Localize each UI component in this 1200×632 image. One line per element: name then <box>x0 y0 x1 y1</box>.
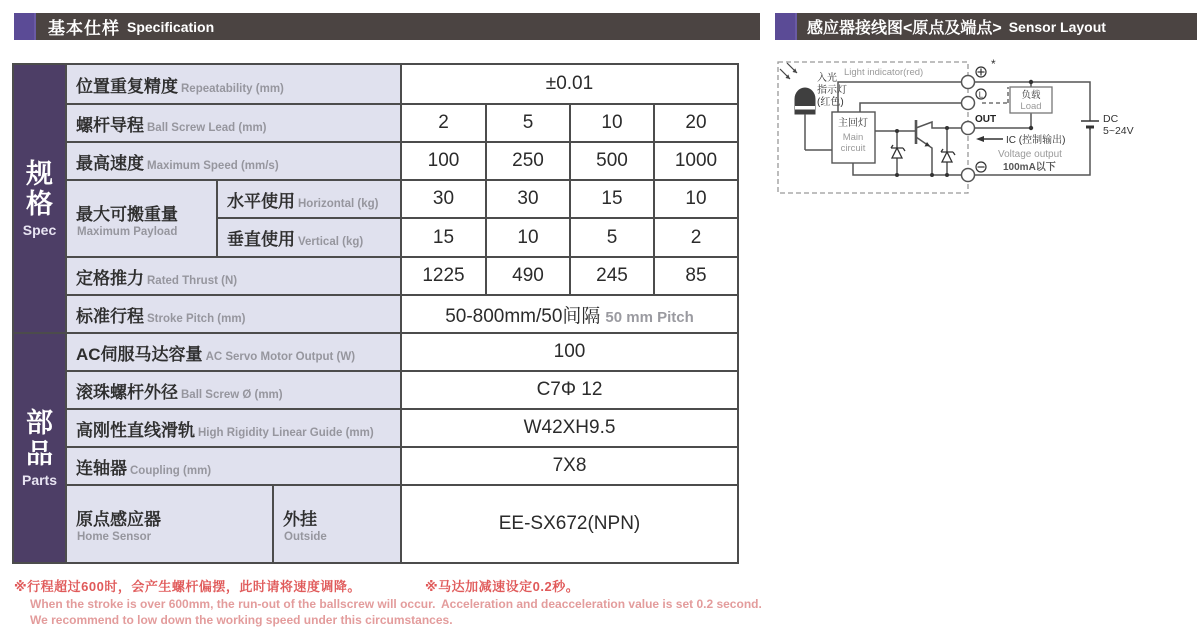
ic-output-label: IC (控制输出) <box>1006 135 1066 146</box>
value-cell: 30 <box>486 180 570 218</box>
value-repeatability: ±0.01 <box>401 64 738 104</box>
section-parts-en: Parts <box>21 471 58 488</box>
section-spec <box>13 64 66 333</box>
value-cell: 1225 <box>401 257 486 295</box>
row-motor <box>13 333 738 371</box>
l-terminal-icon <box>976 89 986 99</box>
section-parts-zh: 部品 <box>26 408 53 469</box>
label-en: Rated Thrust (N) <box>147 274 238 287</box>
row-speed <box>13 142 738 180</box>
voltage-output-label: Voltage output <box>998 149 1062 160</box>
label-en: Outside <box>284 531 327 543</box>
label-zh: 最大可搬重量 <box>76 204 178 224</box>
value-cell: 490 <box>486 257 570 295</box>
value-cell: 100 <box>401 142 486 180</box>
value-cell: 1000 <box>654 142 738 180</box>
light-ray-arrows-icon <box>780 63 797 79</box>
spec-header-zh: 基本仕样 <box>48 19 120 38</box>
led-label-2: 指示灯 <box>817 85 847 96</box>
footnote-stroke-en1: When the stroke is over 600mm, the run-out of the ballscrew will occur. <box>30 597 436 611</box>
svg-text:L: L <box>978 90 984 100</box>
led-label-1: 入光 <box>817 73 837 84</box>
row-coupling <box>13 447 738 485</box>
label-en: Ball Screw Ø (mm) <box>181 388 283 401</box>
row-stroke <box>13 295 738 333</box>
row-repeatability <box>13 64 738 104</box>
label-zh: 水平使用 <box>227 191 295 211</box>
label-en: Horizontal (kg) <box>298 197 379 210</box>
label-motor <box>66 333 401 371</box>
label-sensor-type <box>273 485 401 563</box>
row-guide <box>13 409 738 447</box>
purple-accent-square <box>775 13 797 40</box>
row-ballscrew <box>13 371 738 409</box>
footnote-stroke <box>14 576 453 627</box>
value-cell: 2 <box>401 104 486 142</box>
minus-terminal-icon <box>976 162 986 172</box>
value-cell: 5 <box>486 104 570 142</box>
value-cell: 245 <box>570 257 654 295</box>
dc-label: DC <box>1103 113 1119 125</box>
label-zh: 连轴器 <box>76 458 127 478</box>
junction-dot <box>1029 126 1033 130</box>
battery-icon <box>1081 121 1099 130</box>
label-en: Coupling (mm) <box>130 464 212 477</box>
footnote-accel-en: Acceleration and deacceleration value is set 0.2 second. <box>441 597 762 611</box>
value-motor: 100 <box>401 333 738 371</box>
main-circuit-en2: circuit <box>840 143 866 154</box>
label-horizontal <box>217 180 401 218</box>
label-zh: 高刚性直线滑轨 <box>76 420 195 440</box>
sensor-header-en: Sensor Layout <box>1008 18 1106 35</box>
value-ballscrew: C7Φ 12 <box>401 371 738 409</box>
value-cell: 2 <box>654 218 738 257</box>
footnote-stroke-en2: We recommend to low down the working speed under this circumstances. <box>30 613 453 627</box>
value-stroke <box>401 295 738 333</box>
sensor-wiring-diagram <box>770 50 1200 202</box>
label-en: Home Sensor <box>77 531 152 543</box>
main-circuit-en1: Main <box>842 132 864 143</box>
footnote-acceleration <box>425 576 762 611</box>
load-zh: 负载 <box>1021 90 1041 101</box>
label-en: AC Servo Motor Output (W) <box>205 350 356 363</box>
value-cell: 85 <box>654 257 738 295</box>
label-lead <box>66 104 401 142</box>
row-payload-horizontal <box>13 180 738 218</box>
label-payload <box>66 180 217 257</box>
value-cell: 20 <box>654 104 738 142</box>
light-indicator-label: Light indicator(red) <box>844 67 924 78</box>
current-limit-label: 100mA以下 <box>1003 162 1056 173</box>
value-coupling: 7X8 <box>401 447 738 485</box>
out-terminal-label: OUT <box>975 114 997 125</box>
load-en: Load <box>1020 101 1042 112</box>
label-speed <box>66 142 401 180</box>
value-guide: W42XH9.5 <box>401 409 738 447</box>
value-cell: 15 <box>401 218 486 257</box>
row-home-sensor <box>13 485 738 563</box>
label-zh: 原点感应器 <box>76 510 161 529</box>
label-vertical <box>217 218 401 257</box>
label-zh: 标准行程 <box>76 306 144 326</box>
value-cell: 10 <box>654 180 738 218</box>
value-cell: 5 <box>570 218 654 257</box>
section-parts <box>13 333 66 563</box>
label-guide <box>66 409 401 447</box>
label-en: High Rigidity Linear Guide (mm) <box>198 426 374 439</box>
label-ballscrew <box>66 371 401 409</box>
value-cell: 10 <box>570 104 654 142</box>
label-zh: AC伺服马达容量 <box>76 344 203 364</box>
value-cell: 10 <box>486 218 570 257</box>
value-cell: 250 <box>486 142 570 180</box>
label-stroke <box>66 295 401 333</box>
stroke-value-en: 50 mm Pitch <box>605 308 694 326</box>
label-zh: 最高速度 <box>76 153 144 173</box>
label-repeatability <box>66 64 401 104</box>
section-spec-zh: 规格 <box>26 158 53 219</box>
sensor-layout-header <box>775 13 1197 40</box>
zener-diode-icon <box>941 149 955 162</box>
spec-section-header <box>14 13 760 40</box>
label-zh: 位置重复精度 <box>76 76 178 96</box>
footnote-stroke-zh: ※行程超过600时，会产生螺杆偏摆，此时请将速度调降。 <box>14 579 361 594</box>
label-en: Stroke Pitch (mm) <box>147 312 246 325</box>
label-zh: 滚珠螺杆外径 <box>76 382 178 402</box>
label-zh: 外挂 <box>283 510 317 529</box>
label-zh: 定格推力 <box>76 268 144 288</box>
label-en: Maximum Speed (mm/s) <box>147 159 279 172</box>
label-thrust <box>66 257 401 295</box>
value-home-sensor: EE-SX672(NPN) <box>401 485 738 563</box>
value-cell: 30 <box>401 180 486 218</box>
label-zh: 垂直使用 <box>227 230 295 249</box>
ic-output-arrow-icon <box>976 136 1003 142</box>
dc-voltage-label: 5~24V <box>1103 125 1134 137</box>
section-spec-en: Spec <box>22 222 57 239</box>
footnote-accel-zh: ※马达加减速设定0.2秒。 <box>425 579 580 594</box>
asterisk-mark: * <box>991 57 996 71</box>
led-label-3: (红色) <box>817 97 844 108</box>
junction-dot <box>1029 80 1033 84</box>
value-cell: 500 <box>570 142 654 180</box>
row-lead <box>13 104 738 142</box>
plus-terminal-icon <box>976 67 986 77</box>
label-home-sensor <box>66 485 273 563</box>
spec-header-en: Specification <box>127 18 215 35</box>
label-coupling <box>66 447 401 485</box>
specification-table <box>12 63 739 564</box>
value-cell: 15 <box>570 180 654 218</box>
label-en: Maximum Payload <box>77 225 178 238</box>
label-en: Repeatability (mm) <box>181 82 284 95</box>
purple-accent-square <box>14 13 36 40</box>
row-thrust <box>13 257 738 295</box>
main-circuit-zh: 主回灯 <box>838 118 868 129</box>
stroke-value-zh: 50-800mm/50间隔 <box>445 305 601 327</box>
label-en: Ball Screw Lead (mm) <box>147 121 267 134</box>
label-en: Vertical (kg) <box>298 236 364 248</box>
sensor-header-zh: 感应器接线图<原点及端点> <box>807 20 1002 37</box>
zener-diode-icon <box>891 145 905 158</box>
label-zh: 螺杆导程 <box>76 115 144 135</box>
